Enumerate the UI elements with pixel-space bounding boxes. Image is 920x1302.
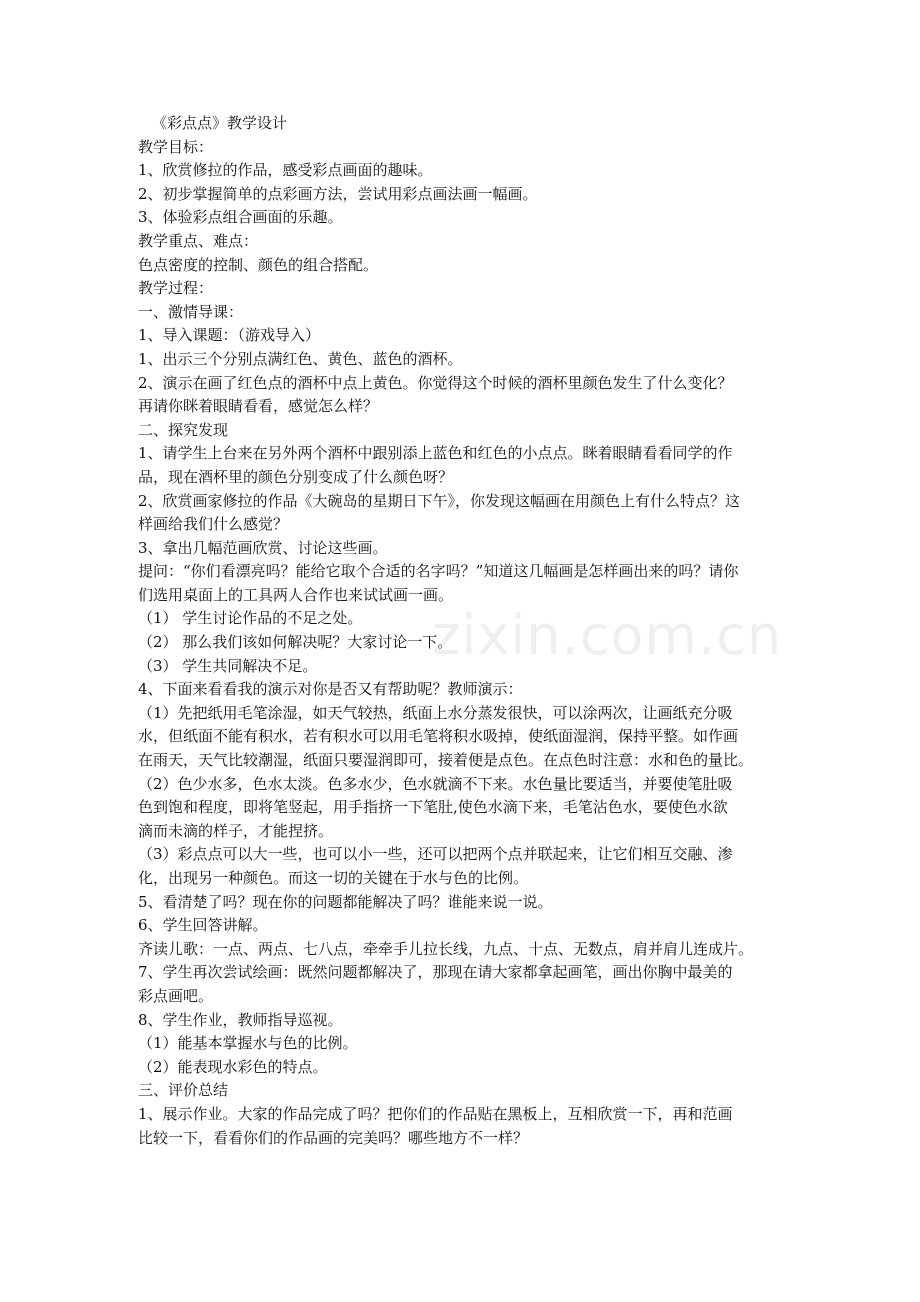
document-line: 在雨天，天气比较潮湿，纸面只要湿润即可，接着便是点色。在点色时注意：水和色的量比。 [138, 751, 754, 770]
document-lines [138, 136, 786, 1151]
watermark-text: zixin.com.cn [432, 604, 783, 667]
document-line: 2、演示在画了红色点的酒杯中点上黄色。你觉得这个时候的酒杯里颜色发生了什么变化？ [138, 373, 733, 392]
document-line: 一、激情导课： [138, 302, 244, 321]
document-line: （1）能基本掌握水与色的比例。 [138, 1034, 358, 1053]
document-line: （1） 学生讨论作品的不足之处。 [138, 609, 363, 628]
document-line: 色点密度的控制、颜色的组合搭配。 [138, 255, 379, 274]
document-line: 教学过程： [138, 279, 214, 298]
document-line: 8、学生作业，教师指导巡视。 [138, 1010, 343, 1029]
document-body [138, 112, 786, 1150]
document-line: 1、展示作业。大家的作品完成了吗？把你们的作品贴在黑板上，互相欣赏一下，再和范画 [138, 1104, 733, 1123]
document-line: 1、出示三个分别点满红色、黄色、蓝色的酒杯。 [138, 349, 463, 368]
document-title: 《彩点点》教学设计 [152, 114, 288, 132]
document-line: 7、学生再次尝试绘画：既然问题都解决了，那现在请大家都拿起画笔，画出你胸中最美的 [138, 963, 733, 982]
document-line: 1、请学生上台来在另外两个酒杯中跟别添上蓝色和红色的小点点。眯着眼睛看看同学的作 [138, 444, 733, 463]
document-line: 4、下面来看看我的演示对你是否又有帮助呢？教师演示： [138, 680, 523, 699]
document-line: 滴而未滴的样子，才能捏挤。 [138, 821, 334, 840]
document-line: 品，现在酒杯里的颜色分别变成了什么颜色呀？ [138, 467, 454, 486]
document-line: 教学重点、难点： [138, 231, 259, 250]
document-line: 样画给我们什么感觉？ [138, 515, 289, 534]
document-line: 2、欣赏画家修拉的作品《大碗岛的星期日下午》，你发现这幅画在用颜色上有什么特点？这 [138, 491, 741, 510]
document-line: 化，出现另一种颜色。而这一切的关键在于水与色的比例。 [138, 869, 529, 887]
document-line: 1、欣赏修拉的作品，感受彩点画面的趣味。 [138, 161, 433, 180]
document-line: 2、初步掌握简单的点彩画方法，尝试用彩点画法画一幅画。 [138, 184, 538, 203]
document-line: （3）彩点点可以大一些，也可以小一些，还可以把两个点并联起来，让它们相互交融、渗 [138, 845, 733, 864]
document-line: 1、导入课题：（游戏导入） [138, 326, 321, 345]
document-line: （1）先把纸用毛笔涂湿，如天气较热，纸面上水分蒸发很快，可以涂两次，让画纸充分吸 [138, 703, 733, 722]
document-line: 水，但纸面不能有积水，若有积水可以用毛笔将积水吸掉，使纸面湿润，保持平整。如作画 [138, 727, 739, 746]
document-line: 三、评价总结 [138, 1081, 229, 1100]
document-line: （2）色少水多，色水太淡。色多水少，色水就滴不下来。水色量比要适当，并要使笔肚吸 [138, 774, 733, 793]
document-line: 色到饱和程度，即将笔竖起，用手指挤一下笔肚,使色水滴下来，毛笔沾色水，要使色水欲 [138, 798, 728, 817]
document-line: 教学目标： [138, 137, 214, 156]
document-line: 再请你眯着眼睛看看，感觉怎么样？ [138, 397, 379, 416]
document-line: 3、体验彩点组合画面的乐趣。 [138, 208, 343, 227]
document-line: 二、探究发现 [138, 420, 229, 439]
document-line: 齐读儿歌：一点、两点、七八点，牵牵手儿拉长线，九点、十点、无数点，肩并肩儿连成片。 [138, 939, 754, 958]
document-line: 5、看清楚了吗？现在你的问题都能解决了吗？谁能来说一说。 [138, 892, 553, 911]
document-line: （2） 那么我们该如何解决呢？大家讨论一下。 [138, 633, 453, 652]
document-line: （3） 学生共同解决不足。 [138, 656, 318, 675]
document-line: 提问：“你们看漂亮吗？能给它取个合适的名字吗？”知道这几幅画是怎样画出来的吗？请你 [138, 562, 739, 581]
document-line: 比较一下，看看你们的作品画的完美吗？哪些地方不一样？ [138, 1128, 529, 1147]
document-line: 3、拿出几幅范画欣赏、讨论这些画。 [138, 538, 388, 557]
document-line: 6、学生回答讲解。 [138, 916, 268, 935]
document-line: 们选用桌面上的工具两人合作也来试试画一画。 [138, 585, 454, 604]
document-line: （2）能表现水彩色的特点。 [138, 1057, 328, 1076]
document-line: 彩点画吧。 [138, 986, 214, 1005]
